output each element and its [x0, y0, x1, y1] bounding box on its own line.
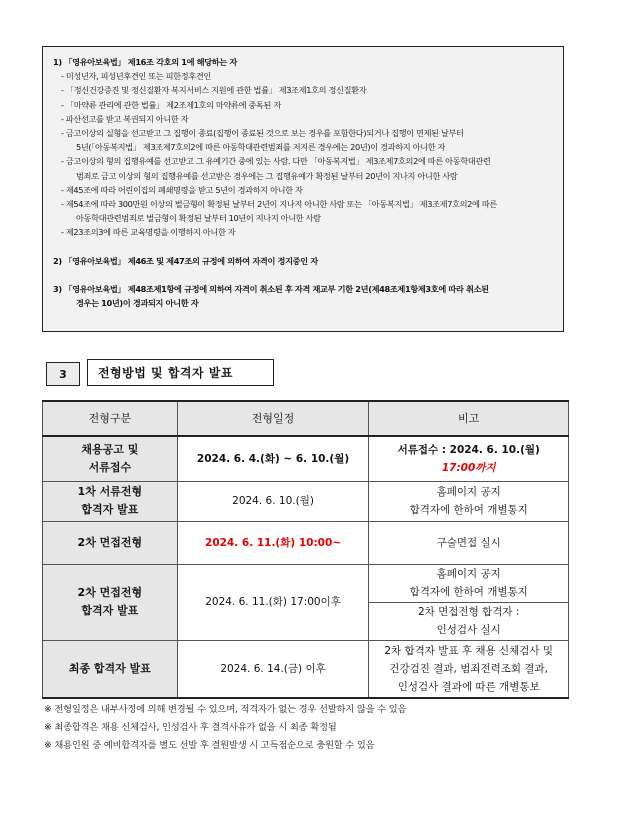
table-row [43, 564, 569, 602]
note-cell: 구술면접 실시 [369, 521, 569, 564]
item3-title-cont: 경우는 10년)이 경과되지 아니한 자 [76, 298, 199, 309]
note-cell [369, 481, 569, 521]
deadline-text: 17:00까지 [441, 461, 496, 474]
date-cell: 2024. 6. 10.(월) [177, 481, 369, 521]
item1-title: 1) 「영유아보육법」 제16조 각호의 1에 해당하는 자 [53, 57, 237, 67]
item1-line: - 제54조에 따라 300만원 이상의 벌금형이 확정된 날부터 2년이 지나지 아니한 사람 또는 「아동복지법」 제3조제7호의2에 따른 [61, 199, 497, 210]
item1-line: 범죄로 금고 이상의 형의 집행유예를 선고받은 경우에는 그 집행유예가 확정된 날부터 20년이 지나지 아니한 사람 [76, 170, 458, 181]
note-text: 합격자에 한하여 개별통지 [409, 586, 528, 598]
table-header-row [43, 401, 569, 436]
item3-title: 3) 「영유아보육법」 제48조제1항에 규정에 의하여 자격이 취소된 후 자격 재교부 기한 2년(제48조제1항제3호에 따라 취소된 [53, 283, 489, 294]
note-text: 건강검진 결과, 범죄전력조회 결과, [389, 662, 549, 675]
stage-cell: 2차 면접전형 [43, 521, 178, 564]
note-cell [369, 436, 569, 481]
note-text: 인성검사 실시 [436, 624, 501, 636]
note-text: 2차 면접전형 합격자 : [418, 606, 520, 618]
note-text: 홈페이지 공지 [436, 486, 501, 498]
stage-cell [43, 481, 178, 521]
item1-line: 아동학대관련범죄로 벌금형이 확정된 날부터 10년이 지나지 아니한 사람 [76, 213, 321, 224]
table-row [43, 436, 569, 481]
date-cell: 2024. 6. 14.(금) 이후 [177, 640, 369, 698]
stage-label: 1차 서류전형 [77, 485, 143, 498]
item1-line: - 「정신건강증진 및 정신질환자 복지서비스 지원에 관한 법률」 제3조제1호의 정신질환자 [61, 85, 367, 96]
item1-line: - 미성년자, 피성년후견인 또는 피한정후견인 [61, 71, 211, 82]
section-title: 전형방법 및 합격자 발표 [87, 359, 274, 386]
note-line: ※ 전형일정은 내부사정에 의해 변경될 수 있으며, 적격자가 없는 경우 선발하지 않을 수 있음 [44, 704, 407, 715]
table-row [43, 640, 569, 698]
note-line: ※ 채용인원 중 예비합격자를 별도 선발 후 결원발생 시 고득점순으로 충원할 수 있음 [44, 740, 375, 751]
note-text: 2차 합격자 발표 후 채용 신체검사 및 [384, 644, 554, 657]
note-cell [369, 564, 569, 602]
table-row [43, 521, 569, 564]
table-row [43, 481, 569, 521]
note-cell [369, 640, 569, 698]
stage-label: 2차 면접전형 [77, 586, 143, 599]
note-text: 인성검사 결과에 따른 개별통보 [397, 680, 540, 693]
notes [44, 701, 406, 755]
item1-line: - 금고이상의 실형을 선고받고 그 집행이 종료(집행이 종료된 것으로 보는 경우를 포함한다)되거나 집행이 면제된 날부터 [61, 128, 464, 139]
item2-title: 2) 「영유아보육법」 제46조 및 제47조의 규정에 의하여 자격이 정지중인 자 [53, 255, 318, 266]
stage-label: 합격자 발표 [81, 503, 139, 516]
note-line: ※ 최종합격은 채용 신체검사, 인성검사 후 결격사유가 없을 시 최종 확정됨 [44, 722, 337, 733]
stage-cell: 최종 합격자 발표 [43, 640, 178, 698]
date-cell: 2024. 6. 4.(화) ~ 6. 10.(월) [177, 436, 369, 481]
stage-cell [43, 436, 178, 481]
column-header: 전형구분 [43, 401, 178, 436]
section-number: 3 [46, 362, 80, 386]
column-header: 비고 [369, 401, 569, 436]
note-cell [369, 602, 569, 640]
item1-line: - 제23조의3에 따른 교육명령을 이행하지 아니한 자 [61, 227, 236, 238]
stage-label: 서류접수 [88, 460, 132, 474]
item1-line: - 「마약류 관리에 관한 법률」 제2조제1호의 마약류에 중독된 자 [61, 99, 281, 110]
note-text: 합격자에 한하여 개별통지 [409, 504, 528, 516]
item1-line: 5년(「아동복지법」 제3조제7호의2에 따른 아동학대관련범죄를 저지른 경우에는 20년)이 경과하지 아니한 자 [76, 142, 446, 153]
disqualification-box [42, 46, 564, 332]
schedule-table [42, 400, 569, 699]
item1-line: - 금고이상의 형의 집행유예를 선고받고 그 유예기간 중에 있는 사람. 다만 「아동복지법」 제3조제7호의2에 따른 아동학대관련 [61, 156, 491, 167]
item1-line: - 파산선고를 받고 복권되지 아니한 자 [61, 113, 189, 124]
stage-label: 채용공고 및 [81, 442, 139, 456]
column-header: 전형일정 [177, 401, 369, 436]
stage-label: 합격자 발표 [81, 604, 139, 617]
item1-line: - 제45조에 따라 어린이집의 폐쇄명령을 받고 5년이 경과하지 아니한 자 [61, 184, 303, 195]
date-cell: 2024. 6. 11.(화) 17:00이후 [177, 564, 369, 640]
date-cell: 2024. 6. 11.(화) 10:00~ [177, 521, 369, 564]
note-text: 홈페이지 공지 [436, 568, 501, 580]
stage-cell [43, 564, 178, 640]
note-text: 서류접수 : 2024. 6. 10.(월) [397, 443, 540, 456]
